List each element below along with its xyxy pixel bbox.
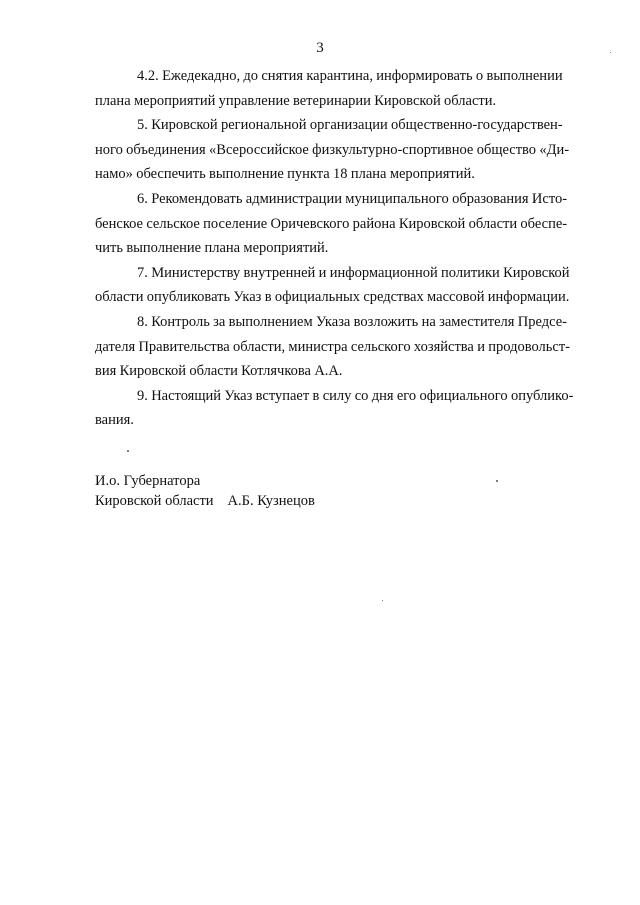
scan-speck xyxy=(127,450,129,452)
text-line: дателя Правительства области, министра сельского хозяйства и продовольст- xyxy=(95,338,571,355)
text-line: плана мероприятий управление ветеринарии Кировской области. xyxy=(95,92,497,109)
signatory-region-line xyxy=(95,491,315,511)
scan-speck xyxy=(610,52,611,53)
text-line: намо» обеспечить выполнение пункта 18 плана мероприятий. xyxy=(95,166,475,183)
paragraph-7 xyxy=(95,261,600,310)
text-line: бенское сельское поселение Оричевского района Кировской области обеспе- xyxy=(95,215,568,232)
scan-speck xyxy=(496,480,498,482)
paragraph-9 xyxy=(95,384,600,433)
text-line: ного объединения «Всероссийское физкультурно-спортивное общество «Ди- xyxy=(95,141,570,158)
document-body xyxy=(95,64,600,433)
paragraph-6 xyxy=(95,187,600,261)
text-line: 7. Министерству внутренней и информационной политики Кировской xyxy=(137,264,570,281)
text-line: вия Кировской области Котлячкова А.А. xyxy=(95,363,343,380)
signature-block xyxy=(95,471,315,511)
text-line: 4.2. Ежедекадно, до снятия карантина, информировать о выполнении xyxy=(137,68,563,84)
text-line: 9. Настоящий Указ вступает в силу со дня его официального опублико- xyxy=(137,387,574,404)
signatory-region: Кировской области xyxy=(95,493,214,509)
text-line: области опубликовать Указ в официальных средствах массовой информации. xyxy=(95,289,570,306)
text-line: 6. Рекомендовать администрации муниципального образования Исто- xyxy=(137,190,568,207)
text-line: 5. Кировской региональной организации общественно-государствен- xyxy=(137,117,563,134)
paragraph-8 xyxy=(95,310,600,384)
signatory-name: А.Б. Кузнецов xyxy=(227,493,315,509)
paragraph-4-2 xyxy=(95,64,600,113)
text-line: вания. xyxy=(95,412,134,429)
paragraph-5 xyxy=(95,113,600,187)
scan-speck xyxy=(382,600,383,601)
text-line: 8. Контроль за выполнением Указа возложить на заместителя Предсе- xyxy=(137,313,567,330)
text-line: чить выполнение плана мероприятий. xyxy=(95,240,329,257)
page-number: 3 xyxy=(316,40,324,56)
signatory-position: И.о. Губернатора xyxy=(95,473,201,489)
